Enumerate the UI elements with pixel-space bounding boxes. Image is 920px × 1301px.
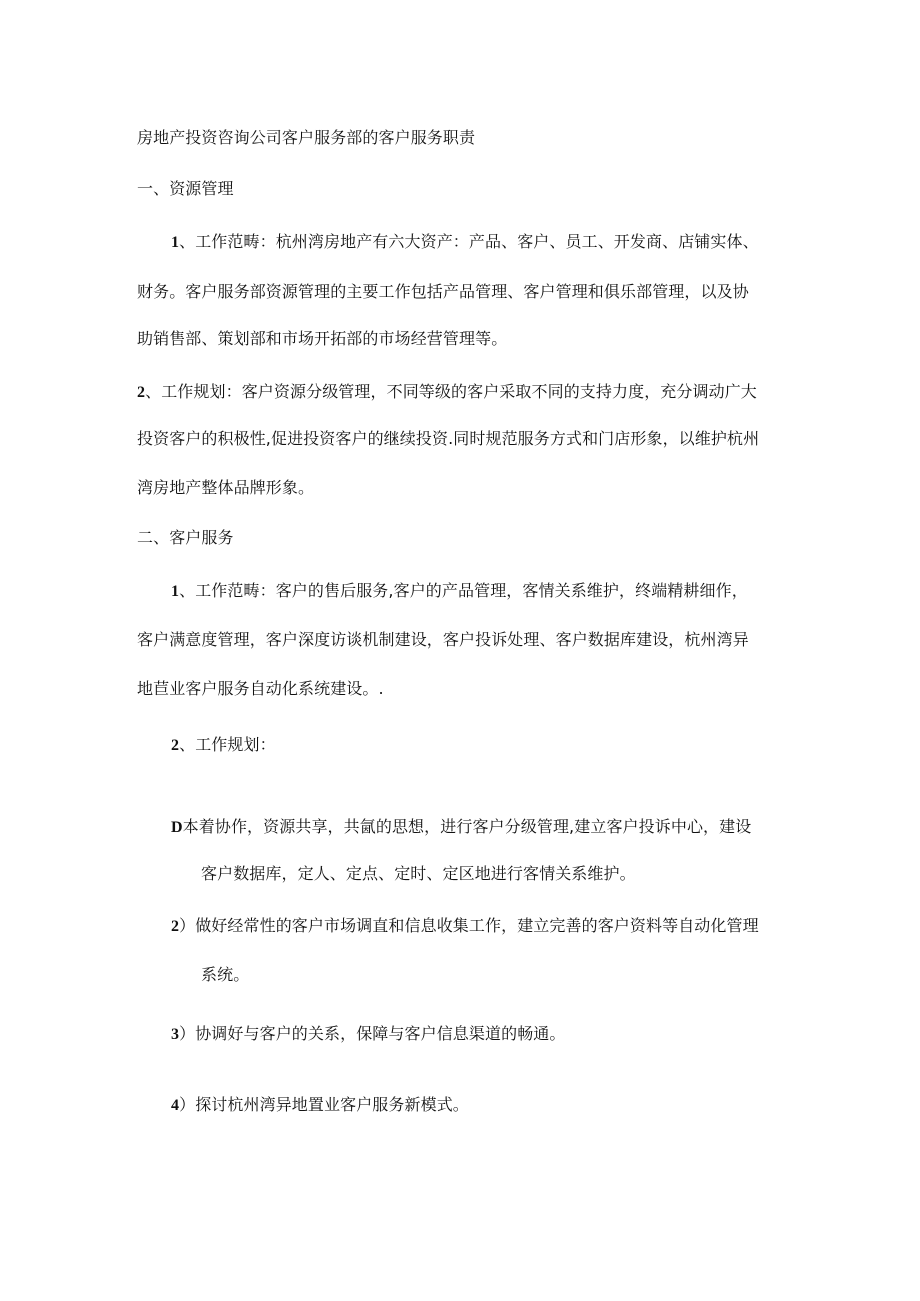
- paragraph-line: [137, 477, 314, 499]
- section1-heading-text: 一、资源管理: [137, 179, 234, 198]
- item-number: 2: [137, 384, 146, 401]
- paragraph-text: 、工作范畴：杭州湾房地产有六大资产：产品、客户、员工、开发商、店铺实体、: [179, 232, 759, 251]
- paragraph-line: [137, 381, 757, 404]
- list-item-text: 本着协作，资源共享，共氤的思想，进行客户分级管理,建立客户投诉中心，建设: [182, 817, 752, 836]
- section2-heading-text: 二、客户服务: [137, 528, 234, 547]
- list-item-text: ）协调好与客户的关系，保障与客户信息渠道的畅通。: [179, 1024, 566, 1043]
- paragraph-line: [137, 281, 749, 303]
- list-item-text: 客户数据库，定人、定点、定时、定区地进行客情关系维护。: [201, 864, 636, 883]
- list-item-text: ）探讨杭州湾异地置业客户服务新模式。: [179, 1095, 469, 1114]
- list-item-continuation: [201, 863, 636, 885]
- list-item-continuation: [201, 964, 249, 986]
- list-item: [171, 915, 759, 938]
- paragraph-text: 地苣业客户服务自动化系统建设。.: [137, 679, 384, 698]
- paragraph-text: 助销售部、策划部和市场开拓部的市场经营管理等。: [137, 329, 508, 348]
- section-heading-resource-management: [137, 178, 234, 200]
- paragraph-text: 、工作范畴：客户的售后服务,客户的产品管理，客情关系维护，终端精耕细作，: [179, 581, 748, 600]
- paragraph-text: 客户满意度管理，客户深度访谈机制建设，客户投诉处理、客户数据库建设，杭州湾异: [137, 630, 749, 649]
- list-item-text: ）做好经常性的客户市场调直和信息收集工作，建立完善的客户资料等自动化管理: [179, 916, 759, 935]
- list-item: [171, 816, 751, 839]
- document-title-text: 房地产投资咨询公司客户服务部的客户服务职责: [137, 128, 476, 147]
- paragraph-line: [171, 231, 759, 254]
- list-item: [171, 1023, 566, 1046]
- paragraph-line: [137, 328, 507, 350]
- section-heading-customer-service: [137, 527, 234, 549]
- item-number: 1: [171, 234, 180, 251]
- list-marker: 4: [171, 1097, 180, 1114]
- paragraph-line: [137, 629, 749, 651]
- list-item: [171, 1094, 469, 1117]
- paragraph-line: [171, 580, 748, 603]
- list-item-text: 系统。: [201, 965, 250, 984]
- paragraph-line: [137, 428, 759, 450]
- list-marker: D: [171, 819, 183, 836]
- list-marker: 3: [171, 1026, 180, 1043]
- paragraph-line: [171, 734, 276, 757]
- paragraph-text: 、工作规划：客户资源分级管理，不同等级的客户采取不同的支持力度，充分调动广大: [145, 382, 757, 401]
- list-marker: 2: [171, 918, 180, 935]
- paragraph-text: 湾房地产整体品牌形象。: [137, 478, 315, 497]
- item-number: 2: [171, 737, 180, 754]
- paragraph-text: 财务。客户服务部资源管理的主要工作包括产品管理、客户管理和俱乐部管理，以及协: [137, 282, 749, 301]
- paragraph-text: 投资客户的积极性,促进投资客户的继续投资.同时规范服务方式和门店形象，以维护杭州: [137, 429, 760, 448]
- document-title: [137, 127, 475, 149]
- paragraph-line: [137, 678, 384, 700]
- paragraph-text: 、工作规划：: [179, 735, 276, 754]
- item-number: 1: [171, 583, 180, 600]
